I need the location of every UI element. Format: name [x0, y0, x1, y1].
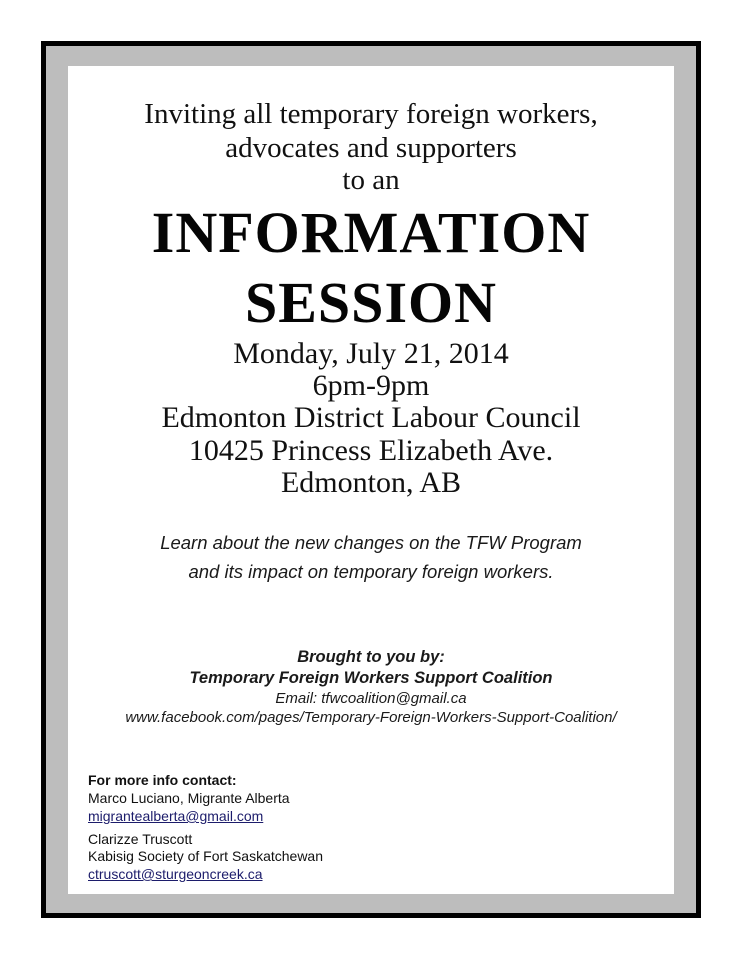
credits-website: www.facebook.com/pages/Temporary-Foreign-Workers-Support-Coalition/: [125, 709, 617, 726]
flyer-page: [68, 66, 674, 894]
blurb-line-2: and its impact on temporary foreign workers.: [188, 561, 554, 582]
contact-1-email-link[interactable]: migrantealberta@gmail.com: [88, 808, 264, 824]
event-date: Monday, July 21, 2014: [233, 337, 509, 370]
blurb-line-1: Learn about the new changes on the TFW Program: [160, 532, 582, 553]
credits-heading: Brought to you by:: [297, 648, 445, 666]
event-city: Edmonton, AB: [280, 466, 461, 499]
intro-line-2: advocates and supporters: [225, 132, 517, 164]
contact-2-organization: Kabisig Society of Fort Saskatchewan: [88, 848, 324, 864]
credits-email: Email: tfwcoalition@gmail.ca: [275, 690, 467, 707]
event-address: 10425 Princess Elizabeth Ave.: [188, 434, 554, 467]
event-venue: Edmonton District Labour Council: [161, 401, 581, 434]
contact-1-name: Marco Luciano, Migrante Alberta: [88, 790, 290, 806]
contact-2-name: Clarizze Truscott: [88, 831, 193, 847]
credits-organization: Temporary Foreign Workers Support Coalition: [189, 669, 553, 687]
intro-line-1: Inviting all temporary foreign workers,: [144, 98, 598, 130]
contact-2-email-link[interactable]: ctruscott@sturgeoncreek.ca: [88, 866, 263, 882]
intro-line-3: to an: [342, 164, 400, 196]
contact-heading: For more info contact:: [88, 772, 237, 788]
headline-line-1: INFORMATION: [151, 200, 591, 265]
headline-line-2: SESSION: [244, 270, 498, 335]
event-time: 6pm-9pm: [312, 369, 430, 402]
